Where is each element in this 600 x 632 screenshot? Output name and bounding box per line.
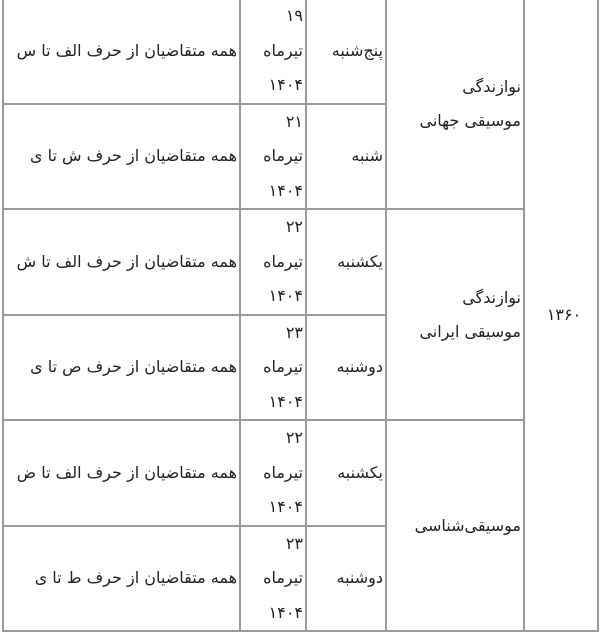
date-day: ۲۲ bbox=[285, 428, 303, 447]
applicant-group-cell bbox=[3, 104, 240, 210]
date-day: ۲۱ bbox=[285, 111, 303, 131]
field-line-1: موسیقی‌شناسی bbox=[414, 515, 521, 535]
applicant-group-cell bbox=[3, 420, 240, 526]
date-day: ۲۳ bbox=[285, 533, 303, 553]
weekday: یکشنبه bbox=[337, 251, 383, 271]
date-cell bbox=[240, 315, 306, 421]
date-year: ۱۴۰۴ bbox=[268, 180, 303, 200]
applicant-group-cell bbox=[3, 0, 240, 104]
field-cell bbox=[386, 420, 524, 631]
date-day: ۲۲ bbox=[285, 217, 303, 236]
date-day: ۱۹ bbox=[285, 6, 303, 25]
date-year: ۱۴۰۴ bbox=[268, 75, 303, 94]
date-month: تیرماه bbox=[263, 40, 303, 60]
table-row bbox=[3, 420, 598, 526]
date-year: ۱۴۰۴ bbox=[268, 602, 303, 622]
weekday: پنج‌شنبه bbox=[331, 40, 383, 60]
field-line-2: موسیقی جهانی bbox=[419, 110, 521, 130]
day-cell bbox=[306, 0, 386, 104]
date-cell bbox=[240, 420, 306, 526]
date-cell bbox=[240, 0, 306, 104]
date-year: ۱۴۰۴ bbox=[268, 497, 303, 516]
day-cell bbox=[306, 420, 386, 526]
field-cell bbox=[386, 209, 524, 420]
date-month: تیرماه bbox=[263, 251, 303, 271]
table-row bbox=[3, 209, 598, 315]
applicant-group-cell bbox=[3, 315, 240, 421]
date-month: تیرماه bbox=[263, 357, 303, 376]
applicant-group: همه متقاضیان از حرف الف تا ض bbox=[16, 462, 237, 482]
day-cell bbox=[306, 104, 386, 210]
date-year: ۱۴۰۴ bbox=[268, 286, 303, 305]
weekday: دوشنبه bbox=[336, 568, 383, 588]
weekday: دوشنبه bbox=[336, 357, 383, 377]
applicant-group: همه متقاضیان از حرف ط تا ی bbox=[34, 568, 237, 588]
date-cell bbox=[240, 526, 306, 632]
year-value: ۱۳۶۰ bbox=[546, 304, 582, 324]
applicant-group-cell bbox=[3, 209, 240, 315]
date-cell bbox=[240, 209, 306, 315]
field-cell bbox=[386, 0, 524, 209]
field-line-2: موسیقی ایرانی bbox=[419, 321, 521, 341]
applicant-group: همه متقاضیان از حرف ش تا ی bbox=[29, 146, 237, 166]
date-month: تیرماه bbox=[263, 146, 303, 165]
exam-schedule-table bbox=[2, 0, 599, 632]
year-cell bbox=[524, 0, 598, 631]
schedule-table-container bbox=[2, 0, 599, 632]
weekday: یکشنبه bbox=[337, 462, 383, 482]
date-day: ۲۳ bbox=[285, 322, 303, 342]
weekday: شنبه bbox=[351, 146, 383, 166]
table-row bbox=[3, 0, 598, 104]
date-cell bbox=[240, 104, 306, 210]
date-month: تیرماه bbox=[263, 462, 303, 482]
applicant-group: همه متقاضیان از حرف الف تا س bbox=[16, 40, 237, 60]
day-cell bbox=[306, 315, 386, 421]
field-line-1: نوازندگی bbox=[462, 287, 521, 307]
date-year: ۱۴۰۴ bbox=[268, 391, 303, 411]
field-line-1: نوازندگی bbox=[462, 76, 521, 96]
date-month: تیرماه bbox=[263, 568, 303, 587]
day-cell bbox=[306, 526, 386, 632]
applicant-group-cell bbox=[3, 526, 240, 632]
day-cell bbox=[306, 209, 386, 315]
applicant-group: همه متقاضیان از حرف الف تا ش bbox=[16, 251, 237, 271]
applicant-group: همه متقاضیان از حرف ص تا ی bbox=[30, 357, 237, 377]
